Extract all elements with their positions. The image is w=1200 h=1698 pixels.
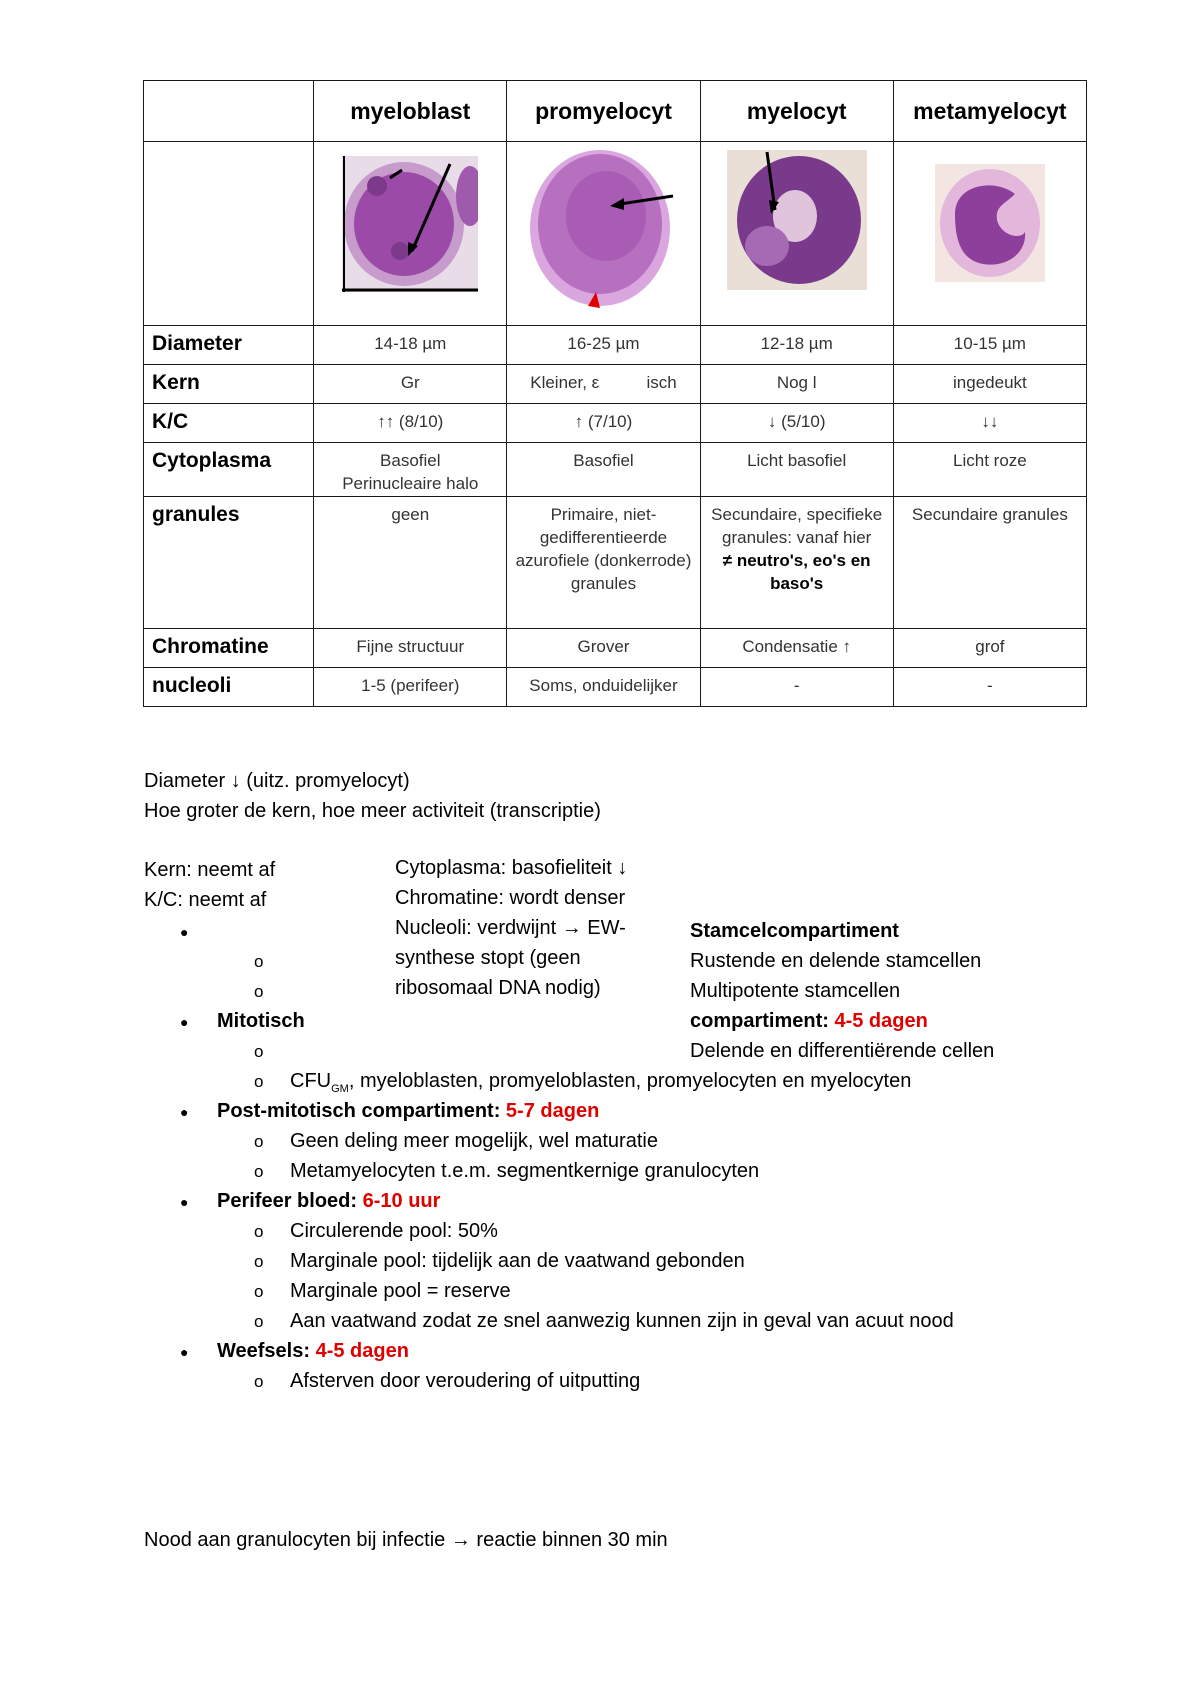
note-stamcel-3: Delende en differentiërende cellen [690,1040,995,1062]
table-cell: Soms, onduidelijker [507,668,700,707]
circle-bullet-icon: o [254,982,264,1001]
table-row [144,629,1087,668]
promyelocyt-micrograph [528,146,678,316]
table-cell: Nog l [700,365,893,404]
table-cell: Grover [507,629,700,668]
header-myeloblast: myeloblast [314,81,507,142]
table-cell: ↓↓ [893,404,1086,443]
table-cell: ↓ (5/10) [700,404,893,443]
table-cell: Secundaire granules [893,497,1086,629]
bullet-icon: ● [180,1014,189,1030]
cfu-rest-text: , myeloblasten, promyeloblasten, promyelocyten en myelocyten [348,1070,912,1092]
note-weef-1: Afsterven door veroudering of uitputting [290,1370,641,1392]
row-label-kern: Kern [144,365,314,404]
promyelocyt-image-cell [507,142,700,326]
note-post-1: Geen deling meer mogelijk, wel maturatie [290,1130,658,1152]
table-cell: Basofiel Perinucleaire halo [314,443,507,497]
metamyelocyt-image-cell [893,142,1086,326]
row-label-granules: granules [144,497,314,629]
table-cell: Primaire, niet-gedifferentieerde azurofiele (donkerrode) granules [507,497,700,629]
cell-comparison-table [143,80,1087,707]
perifeer-duration: 6-10 uur [362,1190,441,1212]
circle-bullet-icon: o [254,1372,264,1391]
table-cell: - [700,668,893,707]
table-cell: ↑ (7/10) [507,404,700,443]
table-header-row [144,81,1087,142]
perifeer-label: Perifeer bloed: [217,1190,363,1212]
circle-bullet-icon: o [254,1312,264,1331]
circle-bullet-icon: o [254,1282,264,1301]
weefsels-duration: 4-5 dagen [315,1340,409,1362]
note-weefsels [217,1336,409,1366]
bullet-icon: ● [180,1344,189,1360]
table-cell: 14-18 µm [314,326,507,365]
circle-bullet-icon: o [254,1042,264,1061]
table-cell: ↑↑ (8/10) [314,404,507,443]
weefsels-label: Weefsels: [217,1340,316,1362]
note-kern-activity: Hoe groter de kern, hoe meer activiteit (transcriptie) [144,800,601,822]
table-cell: Fijne structuur [314,629,507,668]
note-peri-4: Aan vaatwand zodat ze snel aanwezig kunnen zijn in geval van acuut nood [290,1310,954,1332]
note-peri-3: Marginale pool = reserve [290,1280,511,1302]
note-nucleoli-1: Nucleoli: verdwijnt → EW- [395,917,626,939]
row-label-chromatine: Chromatine [144,629,314,668]
table-row [144,497,1087,629]
table-cell: 16-25 µm [507,326,700,365]
note-peri-1: Circulerende pool: 50% [290,1220,498,1242]
row-label-kc: K/C [144,404,314,443]
granules-myelocyt-bold: ≠ neutro's, eo's en baso's [722,551,871,593]
table-cell: 10-15 µm [893,326,1086,365]
circle-bullet-icon: o [254,1162,264,1181]
myelocyt-micrograph [727,150,867,290]
cfu-text: CFU [290,1070,332,1092]
table-row [144,443,1087,497]
header-promyelocyt: promyelocyt [507,81,700,142]
header-myelocyt: myelocyt [700,81,893,142]
bullet-icon: ● [180,1104,189,1120]
circle-bullet-icon: o [254,1222,264,1241]
header-empty [144,81,314,142]
table-cell: 12-18 µm [700,326,893,365]
metamyelocyt-micrograph [935,164,1045,282]
myelocyt-image-cell [700,142,893,326]
note-nucleoli-2: synthese stopt (geen [395,947,581,969]
circle-bullet-icon: o [254,1072,264,1091]
compartiment-label: compartiment: [690,1010,835,1032]
note-mitotisch: Mitotisch [217,1010,305,1032]
bullet-icon: ● [180,924,189,940]
table-cell: - [893,668,1086,707]
table-cell: ingedeukt [893,365,1086,404]
table-row [144,326,1087,365]
cfu-subscript: GM [331,1083,349,1095]
note-cytoplasma: Cytoplasma: basofieliteit ↓ [395,857,628,879]
granules-myelocyt-text: Secundaire, specifieke granules: vanaf hier [711,505,883,547]
image-row [144,142,1087,326]
post-mitotisch-duration: 5-7 dagen [505,1100,600,1122]
circle-bullet-icon: o [254,952,264,971]
table-row [144,668,1087,707]
note-post-2: Metamyelocyten t.e.m. segmentkernige granulocyten [290,1160,760,1182]
note-stamcel-title: Stamcelcompartiment [690,920,899,942]
table-cell: 1-5 (perifeer) [314,668,507,707]
note-chromatine: Chromatine: wordt denser [395,887,626,909]
table-cell: grof [893,629,1086,668]
table-cell: geen [314,497,507,629]
table-row [144,365,1087,404]
note-final: Nood aan granulocyten bij infectie → reactie binnen 30 min [144,1529,668,1551]
circle-bullet-icon: o [254,1132,264,1151]
note-peri-2: Marginale pool: tijdelijk aan de vaatwand gebonden [290,1250,745,1272]
myeloblast-image-cell [314,142,507,326]
table-row [144,404,1087,443]
header-metamyelocyt: metamyelocyt [893,81,1086,142]
note-stamcel-1: Rustende en delende stamcellen [690,950,982,972]
note-nucleoli-3: ribosomaal DNA nodig) [395,977,601,999]
post-mitotisch-label: Post-mitotisch compartiment: [217,1100,506,1122]
note-post-mitotisch [217,1096,599,1126]
table-cell: Gr [314,365,507,404]
circle-bullet-icon: o [254,1252,264,1271]
note-kern: Kern: neemt af [144,859,276,881]
myeloblast-micrograph [342,156,478,292]
table-cell [700,497,893,629]
compartiment-duration: 4-5 dagen [834,1010,928,1032]
note-diameter: Diameter ↓ (uitz. promyelocyt) [144,770,410,792]
row-label-diameter: Diameter [144,326,314,365]
note-kc: K/C: neemt af [144,889,267,911]
table-cell: Condensatie ↑ [700,629,893,668]
table-cell: Licht basofiel [700,443,893,497]
image-empty [144,142,314,326]
row-label-cytoplasma: Cytoplasma [144,443,314,497]
row-label-nucleoli: nucleoli [144,668,314,707]
bullet-icon: ● [180,1194,189,1210]
table-cell: Kleiner, ε isch [507,365,700,404]
table-cell: Basofiel [507,443,700,497]
table-cell: Licht roze [893,443,1086,497]
note-compartiment [690,1006,928,1036]
note-stamcel-2: Multipotente stamcellen [690,980,901,1002]
note-perifeer [217,1186,440,1216]
